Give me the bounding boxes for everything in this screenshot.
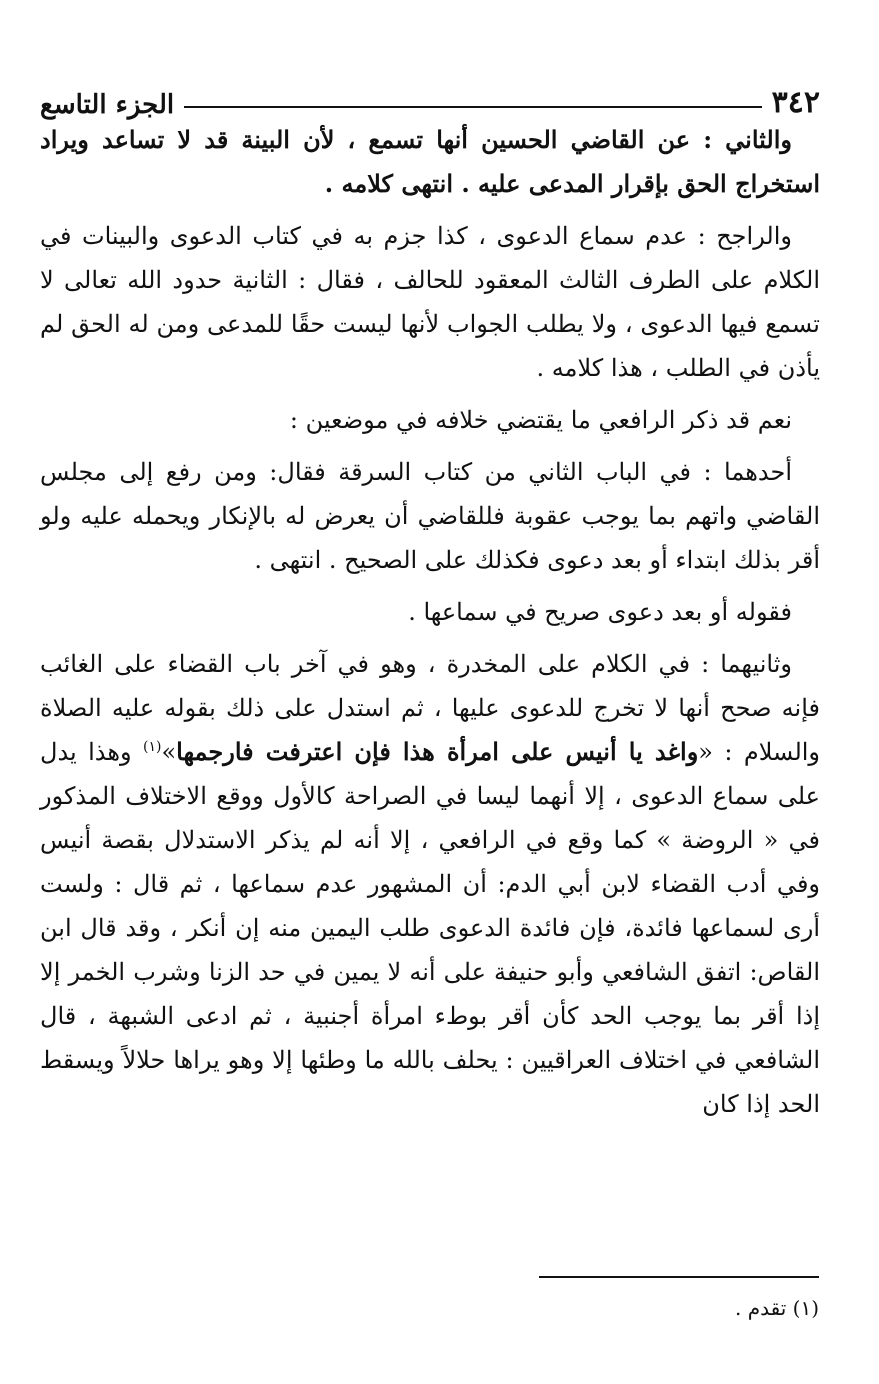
footnote-reference[interactable]: (١) — [143, 739, 162, 755]
volume-title: الجزء التاسع — [40, 90, 175, 120]
paragraph-first-place: أحدهما : في الباب الثاني من كتاب السرقة فقال: ومن رفع إلى مجلس القاضي واتهم بما يوجب عقوبة فللقاضي أن يعرض له بالإنكار ويحمله عليه ولو أقر بذلك ابتداء أو بعد دعوى فكذلك على الصحيح . انتهى . — [40, 458, 820, 574]
book-page — [40, 70, 820, 1134]
footnote: (١) تقدم . — [734, 1296, 819, 1320]
header-rule — [184, 106, 762, 108]
quote-close: » — [161, 738, 177, 766]
page-header — [40, 70, 820, 118]
footnote-rule — [539, 1276, 819, 1278]
paragraph-two-places: نعم قد ذكر الرافعي ما يقتضي خلافه في موضعين : — [289, 406, 792, 434]
paragraph-text: وثانيهما : في الكلام على المخدرة ، وهو في آخر باب القضاء على الغائب فإنه صحح أنها لا تخرج للدعوى عليها ، ثم استدل على ذلك بقوله عليه الصلاة والسلام : « — [40, 650, 821, 766]
page-number: ٣٤٢ — [771, 85, 820, 120]
paragraph-preferred-view: والراجح : عدم سماع الدعوى ، كذا جزم به في كتاب الدعوى والبينات في الكلام على الطرف الثالث المعقود للحالف ، فقال : الثانية حدود الله تعالى لا تسمع فيها الدعوى ، ولا يطلب الجواب لأنها ليست حقًا للمدعى ومن له الحق لم يأذن في الطلب ، هذا كلامه . — [40, 222, 820, 382]
paragraph-his-saying: فقوله أو بعد دعوى صريح في سماعها . — [408, 598, 792, 626]
paragraph-second-place — [40, 642, 820, 1126]
paragraph-second-opinion: والثاني : عن القاضي الحسين أنها تسمع ، لأن البينة قد لا تساعد ويراد استخراج الحق بإقرار المدعى عليه . انتهى كلامه . — [40, 125, 820, 198]
paragraph-text-continued: وهذا يدل على سماع الدعوى ، إلا أنهما ليسا في الصراحة كالأول ووقع الاختلاف المذكور في « الروضة » كما وقع في الرافعي ، إلا أنه لم يذكر الاستدلال بقصة أنيس وفي أدب القضاء لابن أبي الدم: أن المشهور عدم سماعها ، ثم قال : ولست أرى لسماعها فائدة، فإن فائدة الدعوى طلب اليمين منه إن أنكر ، وقد قال ابن القاص: اتفق الشافعي وأبو حنيفة على أنه لا يمين في حد الزنا وشرب الخمر إلا إذا أقر بما يوجب الحد كأن أقر بوطء امرأة أجنبية ، ثم ادعى الشبهة ، قال الشافعي في اختلاف العراقيين : يحلف بالله ما وطئها إلا وهو يراها حلالاً ويسقط الحد إذا كان — [40, 738, 820, 1118]
hadith-quote: واغد يا أنيس على امرأة هذا فإن اعترفت فارجمها — [176, 737, 699, 766]
